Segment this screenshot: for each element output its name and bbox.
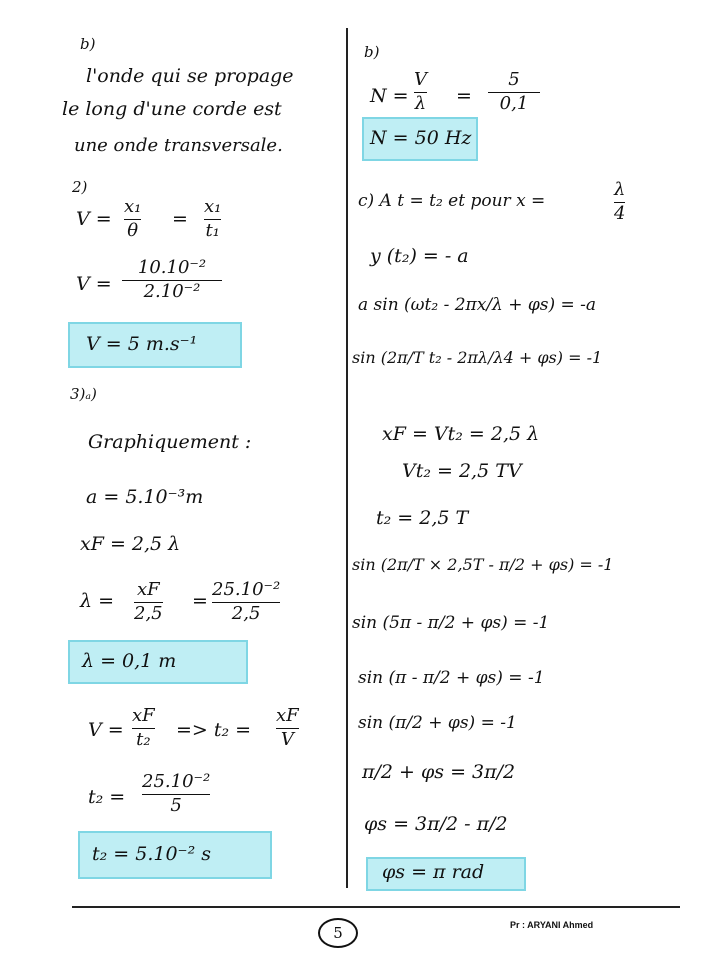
lambda-lhs: λ =	[80, 590, 115, 612]
asin-eq: a sin (ωt₂ - 2πx/λ + φs) = -a	[358, 295, 597, 315]
c-label: c) A t = t₂ et pour x =	[358, 191, 546, 211]
lambda-eq: =	[192, 590, 208, 612]
pi-eq: π/2 + φs = 3π/2	[362, 761, 516, 783]
n-frac1: V λ	[414, 69, 427, 115]
sin-eq4: sin (π - π/2 + φs) = -1	[358, 668, 545, 688]
column-divider	[346, 28, 348, 888]
v-eq1-frac2: x₁ t₁	[204, 196, 222, 242]
lambda-result: λ = 0,1 m	[82, 650, 177, 672]
v-eq1-eq: =	[172, 208, 188, 230]
author-credit: Pr : ARYANI Ahmed	[510, 920, 594, 930]
a-value: a = 5.10⁻³m	[86, 486, 204, 508]
vt2-eq: Vt₂ = 2,5 TV	[402, 460, 522, 482]
left-b-label: b)	[80, 35, 96, 53]
c-frac: λ 4	[614, 179, 626, 225]
t2-lhs: t₂ =	[88, 786, 126, 808]
v-eq2-lhs: V =	[76, 273, 112, 295]
q3-label: 3)ₐ)	[70, 385, 97, 403]
right-b-label: b)	[364, 43, 380, 61]
n-result: N = 50 Hz	[370, 127, 472, 149]
v-eq2-frac: 10.10⁻² 2.10⁻²	[122, 259, 222, 302]
sin-eq3: sin (5π - π/2 + φs) = -1	[352, 613, 550, 633]
t2-eq: t₂ = 2,5 T	[376, 507, 469, 529]
phi-result: φs = π rad	[382, 861, 485, 883]
v-result: V = 5 m.s⁻¹	[86, 333, 198, 355]
t2-frac: 25.10⁻² 5	[142, 771, 211, 817]
v3-mid: => t₂ =	[176, 719, 252, 741]
sin-eq1: sin (2π/T t₂ - 2πλ/λ4 + φs) = -1	[352, 348, 603, 367]
t2-result: t₂ = 5.10⁻² s	[92, 843, 211, 865]
phi-eq: φs = 3π/2 - π/2	[364, 813, 508, 835]
xf-eq: xF = Vt₂ = 2,5 λ	[382, 423, 540, 445]
n-frac2: 5 0,1	[488, 71, 540, 114]
v-eq1-frac1: x₁ θ	[124, 196, 142, 242]
left-b-text-line2: le long d'une corde est	[62, 98, 282, 120]
sin-eq2: sin (2π/T × 2,5T - π/2 + φs) = -1	[352, 555, 614, 574]
v3-frac1: xF t₂	[132, 705, 155, 751]
left-b-text-line1: l'onde qui se propage	[86, 65, 294, 87]
n-eq: =	[456, 85, 472, 107]
left-b-text-line3: une onde transversale.	[74, 135, 283, 156]
right-column	[352, 25, 670, 895]
y-eq: y (t₂) = - a	[370, 245, 469, 267]
xf-value: xF = 2,5 λ	[80, 533, 181, 555]
n-lhs: N =	[370, 85, 409, 107]
v-eq1-lhs: V =	[76, 208, 112, 230]
v3-frac2: xF V	[276, 705, 299, 751]
left-column	[62, 25, 342, 895]
sin-eq5: sin (π/2 + φs) = -1	[358, 713, 517, 733]
page-number: 5	[318, 918, 358, 948]
graph-label: Graphiquement :	[88, 431, 252, 453]
lambda-frac1: xF 2,5	[134, 579, 163, 625]
lambda-frac2: 25.10⁻² 2,5	[212, 579, 281, 625]
v3-lhs: V =	[88, 719, 124, 741]
q2-label: 2)	[72, 178, 88, 196]
footer-rule	[72, 906, 680, 908]
